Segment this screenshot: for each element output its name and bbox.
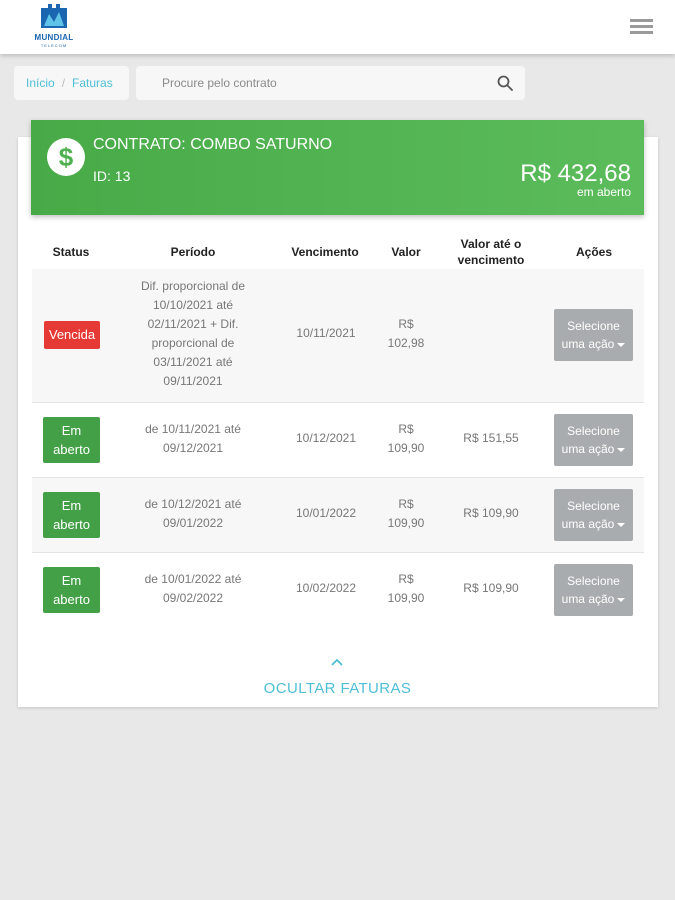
top-bar <box>0 0 675 54</box>
column-header-acoes: Ações <box>575 245 613 259</box>
periodo-cell: Dif. proporcional de 10/10/2021 até 02/11/2021 + Dif. proporcional de 03/11/2021 até 09/11/2021 <box>140 279 246 388</box>
chevron-up-icon <box>331 658 343 666</box>
hide-invoices-label: OCULTAR FATURAS <box>263 680 412 697</box>
valor-cell: R$ 109,90 <box>387 497 425 530</box>
logo[interactable] <box>28 4 80 48</box>
valor-ate-cell: R$ 109,90 <box>463 581 519 595</box>
table-row <box>32 478 644 553</box>
column-header-valor: Valor <box>391 245 421 259</box>
caret-down-icon <box>617 448 625 452</box>
status-badge: Em aberto <box>43 417 100 463</box>
dollar-icon: $ <box>47 138 85 176</box>
breadcrumb-separator: / <box>61 76 66 90</box>
periodo-cell: de 10/01/2022 até 09/02/2022 <box>144 572 242 605</box>
vencimento-cell: 10/01/2022 <box>295 506 357 520</box>
breadcrumb-home-link[interactable]: Início <box>26 76 55 90</box>
caret-down-icon <box>617 343 625 347</box>
search-icon[interactable] <box>497 75 513 91</box>
caret-down-icon <box>617 523 625 527</box>
select-action-button[interactable] <box>554 309 633 361</box>
contract-header <box>31 120 644 215</box>
column-header-status: Status <box>52 245 90 259</box>
logo-name: MUNDIAL <box>34 33 74 42</box>
table-row <box>32 403 644 478</box>
caret-down-icon <box>617 598 625 602</box>
valor-ate-cell: R$ 109,90 <box>463 506 519 520</box>
valor-cell: R$ 109,90 <box>387 422 425 455</box>
vencimento-cell: 10/12/2021 <box>295 431 357 445</box>
status-badge: Em aberto <box>43 492 100 538</box>
valor-ate-cell: R$ 151,55 <box>463 431 519 445</box>
search-box <box>136 66 525 100</box>
select-action-label: Selecione uma ação <box>561 574 620 606</box>
breadcrumb <box>14 66 129 100</box>
column-header-vencimento: Vencimento <box>291 245 359 259</box>
periodo-cell: de 10/11/2021 até 09/12/2021 <box>145 422 241 455</box>
status-badge: Vencida <box>44 321 100 349</box>
select-action-button[interactable] <box>554 564 633 616</box>
contract-id: ID: 13 <box>93 168 131 184</box>
table-row <box>32 269 644 403</box>
column-header-valor-ate: Valor até o vencimento <box>457 237 525 267</box>
vencimento-cell: 10/11/2021 <box>296 326 356 340</box>
status-badge: Em aberto <box>43 567 100 613</box>
periodo-cell: de 10/12/2021 até 09/01/2022 <box>144 497 242 530</box>
select-action-button[interactable] <box>554 414 633 466</box>
column-header-periodo: Período <box>170 245 216 259</box>
hide-invoices-button[interactable] <box>260 658 415 700</box>
contract-title: CONTRATO: COMBO SATURNO <box>93 136 333 153</box>
select-action-label: Selecione uma ação <box>561 319 620 351</box>
contract-amount: R$ 432,68 <box>520 160 631 187</box>
vencimento-cell: 10/02/2022 <box>295 581 357 595</box>
contract-amount-status: em aberto <box>576 185 631 199</box>
hamburger-menu-icon[interactable] <box>630 19 653 35</box>
select-action-button[interactable] <box>554 489 633 541</box>
valor-cell: R$ 102,98 <box>387 317 425 350</box>
logo-mark-icon <box>39 4 69 30</box>
table-row <box>32 553 644 628</box>
logo-subtitle: TELECOM <box>40 43 68 48</box>
select-action-label: Selecione uma ação <box>561 499 620 531</box>
search-input[interactable] <box>136 66 486 100</box>
select-action-label: Selecione uma ação <box>561 424 620 456</box>
valor-cell: R$ 109,90 <box>387 572 425 605</box>
breadcrumb-current-link[interactable]: Faturas <box>72 76 113 90</box>
